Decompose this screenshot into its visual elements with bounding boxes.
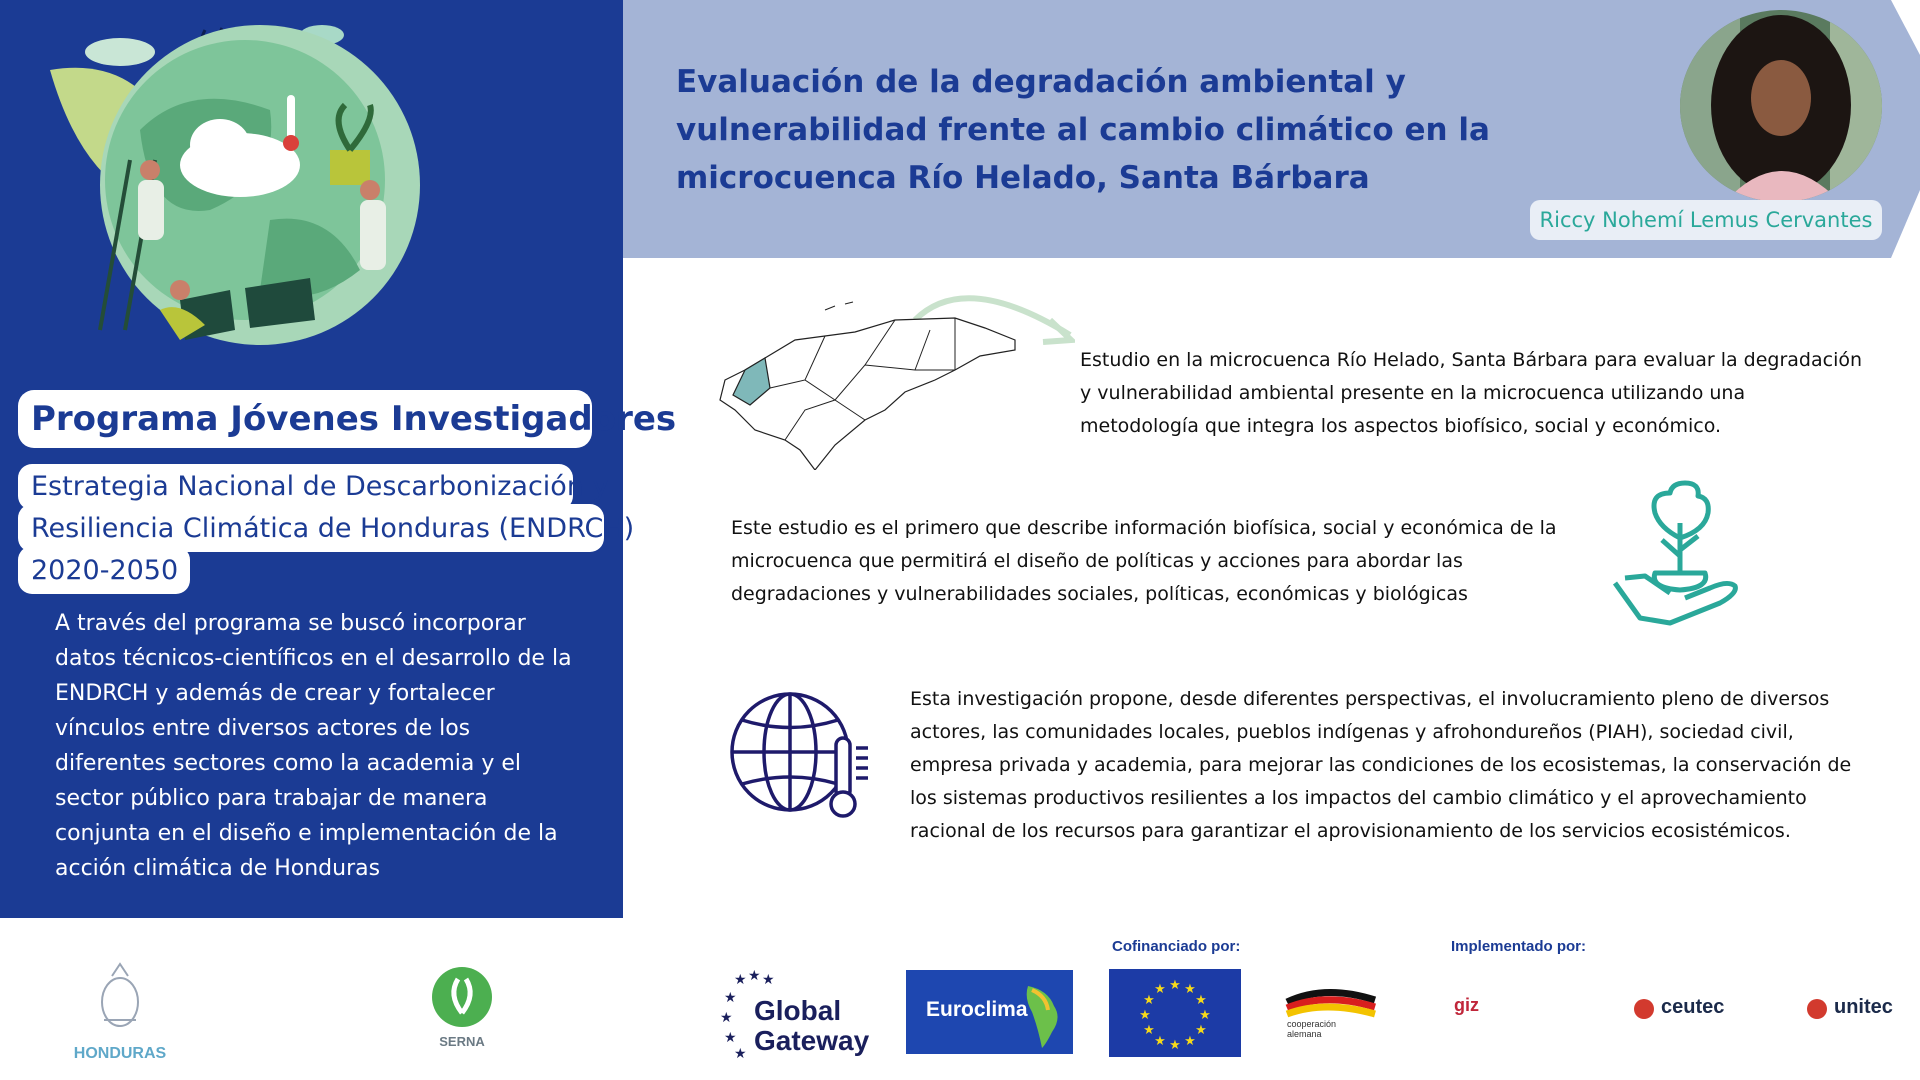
euroclima-logo	[906, 970, 1073, 1054]
unitec-mark-icon	[1806, 998, 1828, 1020]
german-flag-wave-icon	[1285, 988, 1377, 1018]
strategy-box	[18, 464, 635, 598]
svg-text:★: ★	[762, 971, 775, 987]
unitec-text: unitec	[1834, 996, 1893, 1018]
cofinanced-label: Cofinanciado por:	[1112, 938, 1241, 955]
climate-illustration-icon	[30, 10, 450, 360]
global-gateway-logo	[720, 970, 888, 1062]
left-panel	[0, 0, 677, 918]
paragraph-line: degradaciones y vulnerabilidades sociales, políticas, económicas y biológicas	[731, 583, 1468, 605]
giz-logo	[1454, 995, 1526, 1025]
honduras-logo	[60, 960, 180, 1060]
study-title	[676, 58, 1490, 202]
svg-text:★: ★	[1195, 992, 1207, 1007]
paragraph-research	[910, 683, 1851, 848]
svg-text:★: ★	[1154, 1033, 1166, 1048]
paragraph-line: Este estudio es el primero que describe información biofísica, social y económica de la	[731, 517, 1557, 539]
paragraph-line: los sistemas productivos resilientes a los impactos del cambio climático y el aprovechamiento	[910, 787, 1807, 809]
svg-text:★: ★	[1143, 1022, 1155, 1037]
cooperacion-text-2: alemana	[1287, 1029, 1322, 1039]
strategy-line: Estrategia Nacional de Descarbonización y	[31, 471, 609, 502]
eu-flag-logo	[1109, 969, 1241, 1057]
svg-text:★: ★	[1199, 1007, 1211, 1022]
strategy-text	[31, 466, 634, 592]
global-gateway-text-1: Global	[754, 995, 842, 1026]
paragraph-line: actores, las comunidades locales, pueblos indígenas y afrohondureños (PIAH), sociedad civil,	[910, 721, 1794, 743]
ceutec-text: ceutec	[1661, 996, 1725, 1018]
svg-text:★: ★	[1139, 1007, 1151, 1022]
svg-text:★: ★	[1184, 1033, 1196, 1048]
svg-text:★: ★	[1169, 977, 1181, 992]
program-description	[55, 606, 585, 886]
paragraph-line: microcuenca que permitirá el diseño de políticas y acciones para abordar las	[731, 550, 1463, 572]
ceutec-mark-icon	[1633, 998, 1655, 1020]
unitec-logo	[1806, 992, 1906, 1026]
cooperacion-text-1: cooperación	[1287, 1019, 1337, 1029]
svg-text:★: ★	[1169, 1037, 1181, 1052]
description-line: ENDRCH y además de crear y fortalecer	[55, 681, 495, 706]
svg-text:★: ★	[734, 971, 747, 987]
description-line: A través del programa se buscó incorporar	[55, 611, 526, 636]
svg-text:★: ★	[1143, 992, 1155, 1007]
study-title-line: microcuenca Río Helado, Santa Bárbara	[676, 160, 1370, 196]
svg-text:★: ★	[724, 1029, 737, 1045]
serna-leaf-icon	[420, 965, 504, 1029]
honduras-seal-icon	[60, 960, 180, 1040]
globe-thermometer-icon	[728, 690, 874, 824]
honduras-logo-text: HONDURAS	[73, 1045, 167, 1062]
paragraph-line: Esta investigación propone, desde diferentes perspectivas, el involucramiento pleno de diversos	[910, 688, 1830, 710]
paragraph-line: metodología que integra los aspectos biofísico, social y económico.	[1080, 415, 1722, 437]
svg-text:★: ★	[1184, 981, 1196, 996]
paragraph-line: Estudio en la microcuenca Río Helado, Santa Bárbara para evaluar la degradación	[1080, 349, 1863, 371]
author-photo	[1680, 10, 1882, 202]
paragraph-first-study	[731, 512, 1557, 611]
strategy-line: 2020-2050	[31, 555, 179, 586]
euroclima-text: Euroclima	[926, 998, 1028, 1021]
svg-text:★: ★	[724, 989, 737, 1005]
description-line: datos técnicos-científicos en el desarrollo de la	[55, 646, 572, 671]
paragraph-line: y vulnerabilidad ambiental presente en la microcuenca utilizando una	[1080, 382, 1746, 404]
description-line: conjunta en el diseño e implementación de la	[55, 821, 558, 846]
paragraph-line: racional de los recursos para garantizar el aprovisionamiento de los servicios ecosistémicos.	[910, 820, 1791, 842]
honduras-map-icon	[715, 270, 1075, 470]
svg-text:★: ★	[734, 1045, 747, 1061]
strategy-line: Resiliencia Climática de Honduras (ENDRCH)	[31, 513, 635, 544]
description-line: diferentes sectores como la academia y el	[55, 751, 522, 776]
ceutec-logo	[1633, 992, 1733, 1026]
paragraph-study	[1080, 344, 1862, 443]
svg-text:★: ★	[1195, 1022, 1207, 1037]
giz-text: giz	[1454, 995, 1479, 1015]
program-title: Programa Jóvenes Investigadores	[18, 390, 592, 448]
svg-text:★: ★	[748, 970, 761, 983]
serna-logo	[420, 965, 504, 1049]
study-title-line: vulnerabilidad frente al cambio climático en la	[676, 112, 1490, 148]
latin-america-icon	[1018, 982, 1068, 1048]
plant-hand-icon	[1610, 478, 1750, 633]
serna-logo-text: SERNA	[439, 1034, 485, 1049]
paragraph-line: empresa privada y academia, para mejorar las condiciones de los ecosistemas, la conservación de	[910, 754, 1852, 776]
author-name: Riccy Nohemí Lemus Cervantes	[1530, 200, 1882, 240]
description-line: acción climática de Honduras	[55, 856, 381, 881]
description-line: sector público para trabajar de manera	[55, 786, 488, 811]
svg-text:★: ★	[720, 1009, 733, 1025]
study-title-line: Evaluación de la degradación ambiental y	[676, 64, 1406, 100]
eu-flag-icon	[1109, 969, 1241, 1057]
svg-text:★: ★	[1154, 981, 1166, 996]
cooperacion-alemana-logo	[1285, 988, 1377, 1042]
implemented-label: Implementado por:	[1451, 938, 1587, 955]
description-line: vínculos entre diversos actores de los	[55, 716, 471, 741]
global-gateway-text-2: Gateway	[754, 1025, 870, 1056]
